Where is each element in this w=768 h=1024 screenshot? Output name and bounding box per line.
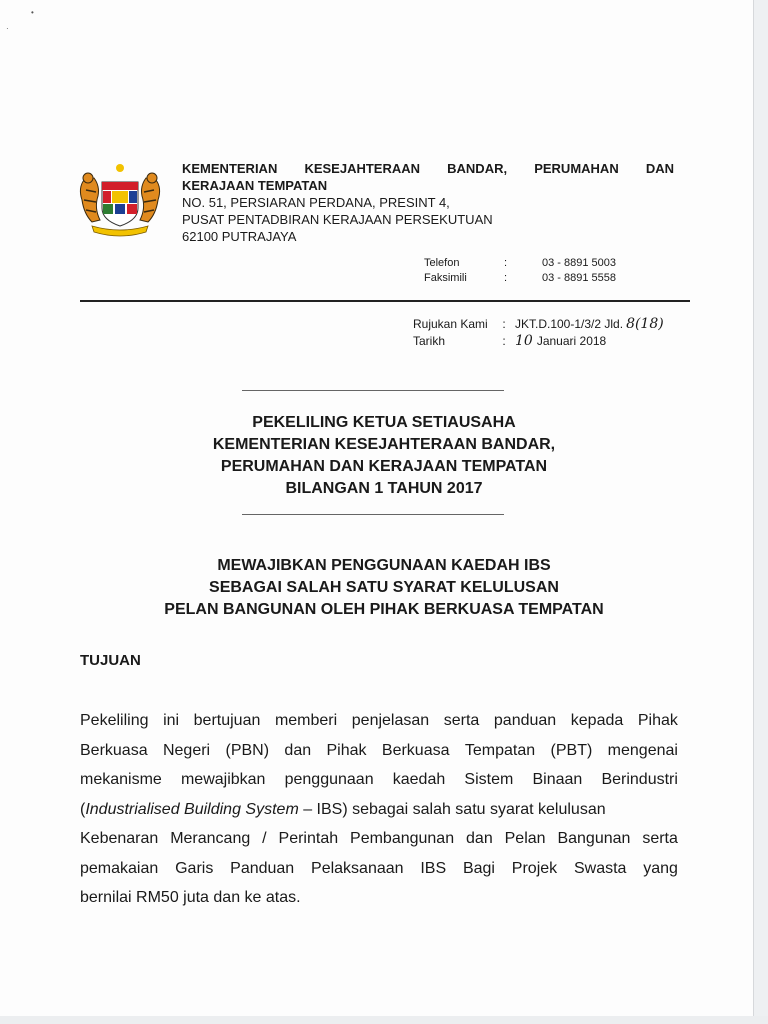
paragraph-word: Binaan [532, 771, 583, 788]
ministry-word: PERUMAHAN [534, 161, 619, 176]
paragraph-line [80, 706, 678, 736]
paragraph-word: yang [643, 859, 678, 877]
paragraph-word: kaedah [392, 771, 446, 788]
ministry-word: KEMENTERIAN [182, 161, 278, 176]
paragraph-word: Pembangunan [350, 830, 455, 847]
section-heading: TUJUAN [80, 652, 141, 669]
scan-mark: • [31, 8, 34, 17]
title-rule-bottom [242, 514, 504, 515]
paragraph-text: bernilai RM50 juta dan ke atas. [80, 889, 301, 906]
paragraph-word: Projek [511, 859, 558, 877]
paragraph-word: Pekeliling [80, 712, 149, 729]
date-value: Januari 2018 [536, 334, 607, 348]
paragraph-word: Pihak [326, 741, 367, 759]
paragraph-word: Negeri [162, 741, 211, 759]
reference-separator: : [502, 317, 506, 331]
paragraph-text: ( [80, 800, 86, 818]
fax-row [424, 271, 616, 286]
paragraph-word: Bagi [462, 859, 495, 877]
paragraph-word: bertujuan [193, 712, 261, 729]
address-line: 62100 PUTRAJAYA [182, 229, 297, 244]
page-edge [753, 0, 768, 1024]
paragraph-word: Pelaksanaan [311, 859, 404, 877]
address-line: PUSAT PENTADBIRAN KERAJAAN PERSEKUTUAN [182, 212, 493, 227]
subject-title-line: SEBAGAI SALAH SATU SYARAT KELULUSAN [209, 579, 559, 596]
paragraph-word: Merancang [170, 830, 251, 847]
fax-label: Faksimili [424, 272, 467, 284]
paragraph-word: serta [642, 830, 678, 847]
paragraph-word: Berkuasa [381, 741, 450, 759]
fax-value: 03 - 8891 5558 [542, 272, 617, 284]
date-separator: : [502, 334, 506, 348]
paragraph-word: Kebenaran [80, 830, 159, 847]
paragraph-word: kepada [570, 712, 624, 729]
reference-row [413, 316, 668, 333]
malaysia-coat-of-arms-icon [70, 160, 170, 240]
ministry-name [182, 160, 674, 177]
reference-handwritten: 8(18) [626, 316, 664, 332]
address-line: NO. 51, PERSIARAN PERDANA, PRESINT 4, [182, 195, 450, 210]
phone-value: 03 - 8891 5003 [542, 257, 617, 269]
paragraph-word: Pihak [637, 712, 678, 729]
paragraph-word: penjelasan [351, 712, 430, 729]
reference-label: Rujukan Kami [413, 317, 488, 331]
paragraph-line [80, 883, 678, 913]
paragraph-word: mewajibkan [180, 771, 266, 788]
paragraph-word: Pelan [504, 830, 546, 847]
paragraph-italic-text: Industrialised Building System [85, 800, 299, 818]
paragraph-word: Sistem [464, 771, 514, 788]
paragraph-word: / [262, 830, 267, 847]
circular-title-line: PEKELILING KETUA SETIAUSAHA [252, 414, 516, 431]
paragraph-word: Swasta [573, 859, 627, 877]
paragraph-word: penggunaan [284, 771, 374, 788]
paragraph-word: serta [443, 712, 480, 729]
paragraph-word: (PBT) [550, 741, 593, 759]
paragraph-word: IBS [420, 859, 447, 877]
paragraph-text: – IBS) sebagai salah satu syarat kelulusan [298, 800, 606, 818]
circular-title-line: KEMENTERIAN KESEJAHTERAAN BANDAR, [212, 436, 556, 453]
paragraph-word: panduan [493, 712, 557, 729]
letterhead-divider [80, 300, 690, 302]
subject-title-line: PELAN BANGUNAN OLEH PIHAK BERKUASA TEMPATAN [164, 601, 604, 618]
paragraph-word: Tempatan [464, 741, 536, 759]
paragraph-line [80, 854, 678, 884]
paragraph-word: memberi [274, 712, 338, 729]
reference-value: JKT.D.100-1/3/2 Jld. [515, 317, 624, 331]
paragraph-line [80, 765, 678, 795]
ministry-word: BANDAR, [447, 161, 508, 176]
paragraph-word: (PBN) [225, 741, 270, 759]
paragraph-line [80, 795, 678, 825]
date-label: Tarikh [413, 334, 446, 348]
paragraph-line [80, 736, 678, 766]
ministry-name-line2: KERAJAAN TEMPATAN [182, 178, 328, 193]
date-row [413, 333, 668, 350]
subject-title-line: MEWAJIBKAN PENGGUNAAN KAEDAH IBS [217, 557, 551, 574]
circular-title-line: PERUMAHAN DAN KERAJAAN TEMPATAN [220, 458, 548, 475]
page-edge-bottom [0, 1016, 768, 1024]
phone-label: Telefon [424, 257, 460, 269]
phone-separator: : [504, 257, 508, 269]
subject-title [90, 555, 678, 621]
fax-separator: : [504, 272, 508, 284]
paragraph-word: dan [466, 830, 493, 847]
paragraph-word: mekanisme [80, 771, 162, 788]
date-handwritten-day: 10 [515, 333, 533, 349]
contact-info [424, 256, 616, 286]
letterhead [182, 160, 674, 245]
title-rule-top [242, 390, 504, 391]
ministry-word: DAN [645, 161, 674, 176]
circular-title [120, 412, 648, 500]
paragraph-word: pemakaian [80, 859, 159, 877]
paragraph-word: dan [284, 741, 312, 759]
paragraph-word: Panduan [230, 859, 295, 877]
paragraph-word: Garis [175, 859, 214, 877]
paragraph-word: mengenai [607, 741, 678, 759]
reference-block [413, 316, 668, 350]
paragraph-word: Berkuasa [80, 741, 148, 759]
ministry-word: KESEJAHTERAAN [304, 161, 421, 176]
paragraph-word: Perintah [278, 830, 339, 847]
phone-row [424, 256, 616, 271]
paragraph-word: ini [163, 712, 180, 729]
body-paragraph [80, 706, 678, 913]
paragraph-word: Berindustri [601, 771, 678, 788]
paragraph-line [80, 824, 678, 854]
circular-title-line: BILANGAN 1 TAHUN 2017 [285, 480, 483, 497]
paragraph-word: Bangunan [557, 830, 631, 847]
scan-mark: · [6, 24, 9, 33]
